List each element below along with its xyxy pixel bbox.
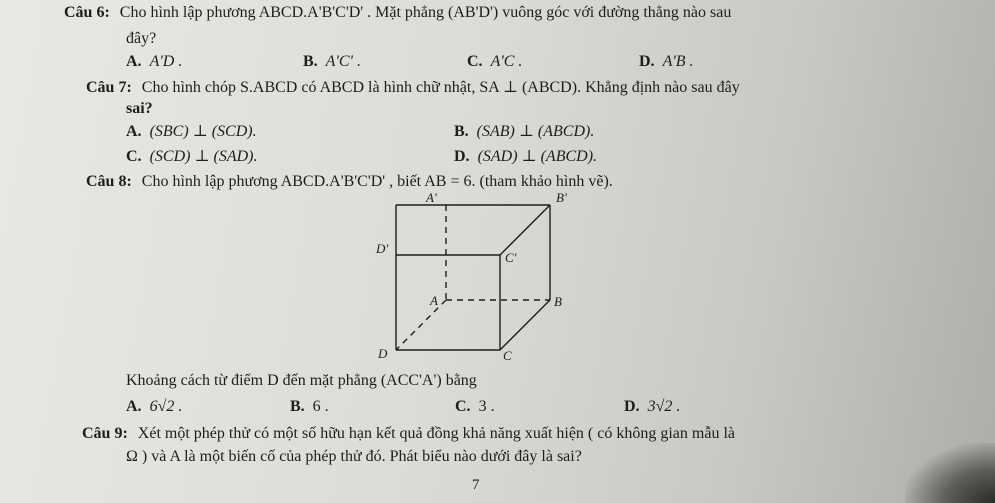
q8-answer-c: C. 3 . xyxy=(455,398,495,415)
q6-line2: đây? xyxy=(126,30,157,47)
q9-text: Xét một phép thử có một số hữu hạn kết quả đồng khả năng xuất hiện ( có không gian mẫu là xyxy=(137,425,735,442)
q7-answer-a: A. (SBC) ⊥ (SCD). xyxy=(126,123,257,140)
edge-b-c xyxy=(500,300,550,350)
q9-line2: Ω ) và A là một biến cố của phép thử đó. Phát biểu nào dưới đây là sai? xyxy=(126,448,582,465)
edge-bp-cp xyxy=(500,205,550,255)
q6-label: Câu 6: xyxy=(64,4,110,21)
q8-question: Khoảng cách từ điểm D đến mặt phẳng (ACC'A') bằng xyxy=(126,372,477,389)
q6-answer-b: B. A'C' . xyxy=(303,53,361,70)
q6-answer-d: D. A'B . xyxy=(639,53,694,70)
q7-answer-b: B. (SAB) ⊥ (ABCD). xyxy=(454,123,595,140)
label-d: D xyxy=(378,346,388,361)
q9-line1 xyxy=(82,425,735,443)
q9-label: Câu 9: xyxy=(82,425,128,442)
q6-text: Cho hình lập phương ABCD.A'B'C'D' . Mặt phẳng (AB'D') vuông góc với đường thẳng nào sau xyxy=(119,4,732,21)
label-cp: C' xyxy=(505,250,517,265)
q7-text: Cho hình chóp S.ABCD có ABCD là hình chữ nhật, SA ⊥ (ABCD). Khẳng định nào sau đây xyxy=(141,79,740,96)
label-c: C xyxy=(503,348,512,363)
q6-answer-c: C. A'C . xyxy=(467,53,523,70)
q8-label: Câu 8: xyxy=(86,173,132,190)
label-a: A xyxy=(430,293,438,308)
label-b: B xyxy=(554,294,562,309)
edge-a-d-hidden xyxy=(396,300,446,350)
q7-label: Câu 7: xyxy=(86,79,132,96)
page-number: 7 xyxy=(472,477,480,493)
q8-answer-b: B. 6 . xyxy=(290,398,329,415)
q8-answer-a: A. 6√2 . xyxy=(126,398,183,415)
q7-answer-c: C. (SCD) ⊥ (SAD). xyxy=(126,148,258,165)
q7-answer-d: D. (SAD) ⊥ (ABCD). xyxy=(454,148,598,165)
q6-answer-a: A. A'D . xyxy=(126,53,183,70)
q7-line2: sai? xyxy=(126,100,153,117)
q8-answer-d: D. 3√2 . xyxy=(624,398,681,415)
corner-shadow xyxy=(905,443,995,503)
q8-text: Cho hình lập phương ABCD.A'B'C'D' , biết AB = 6. (tham khảo hình vẽ). xyxy=(141,173,613,190)
label-dp: D' xyxy=(376,241,389,256)
label-bp: B' xyxy=(556,190,567,205)
label-ap: A' xyxy=(426,190,437,205)
